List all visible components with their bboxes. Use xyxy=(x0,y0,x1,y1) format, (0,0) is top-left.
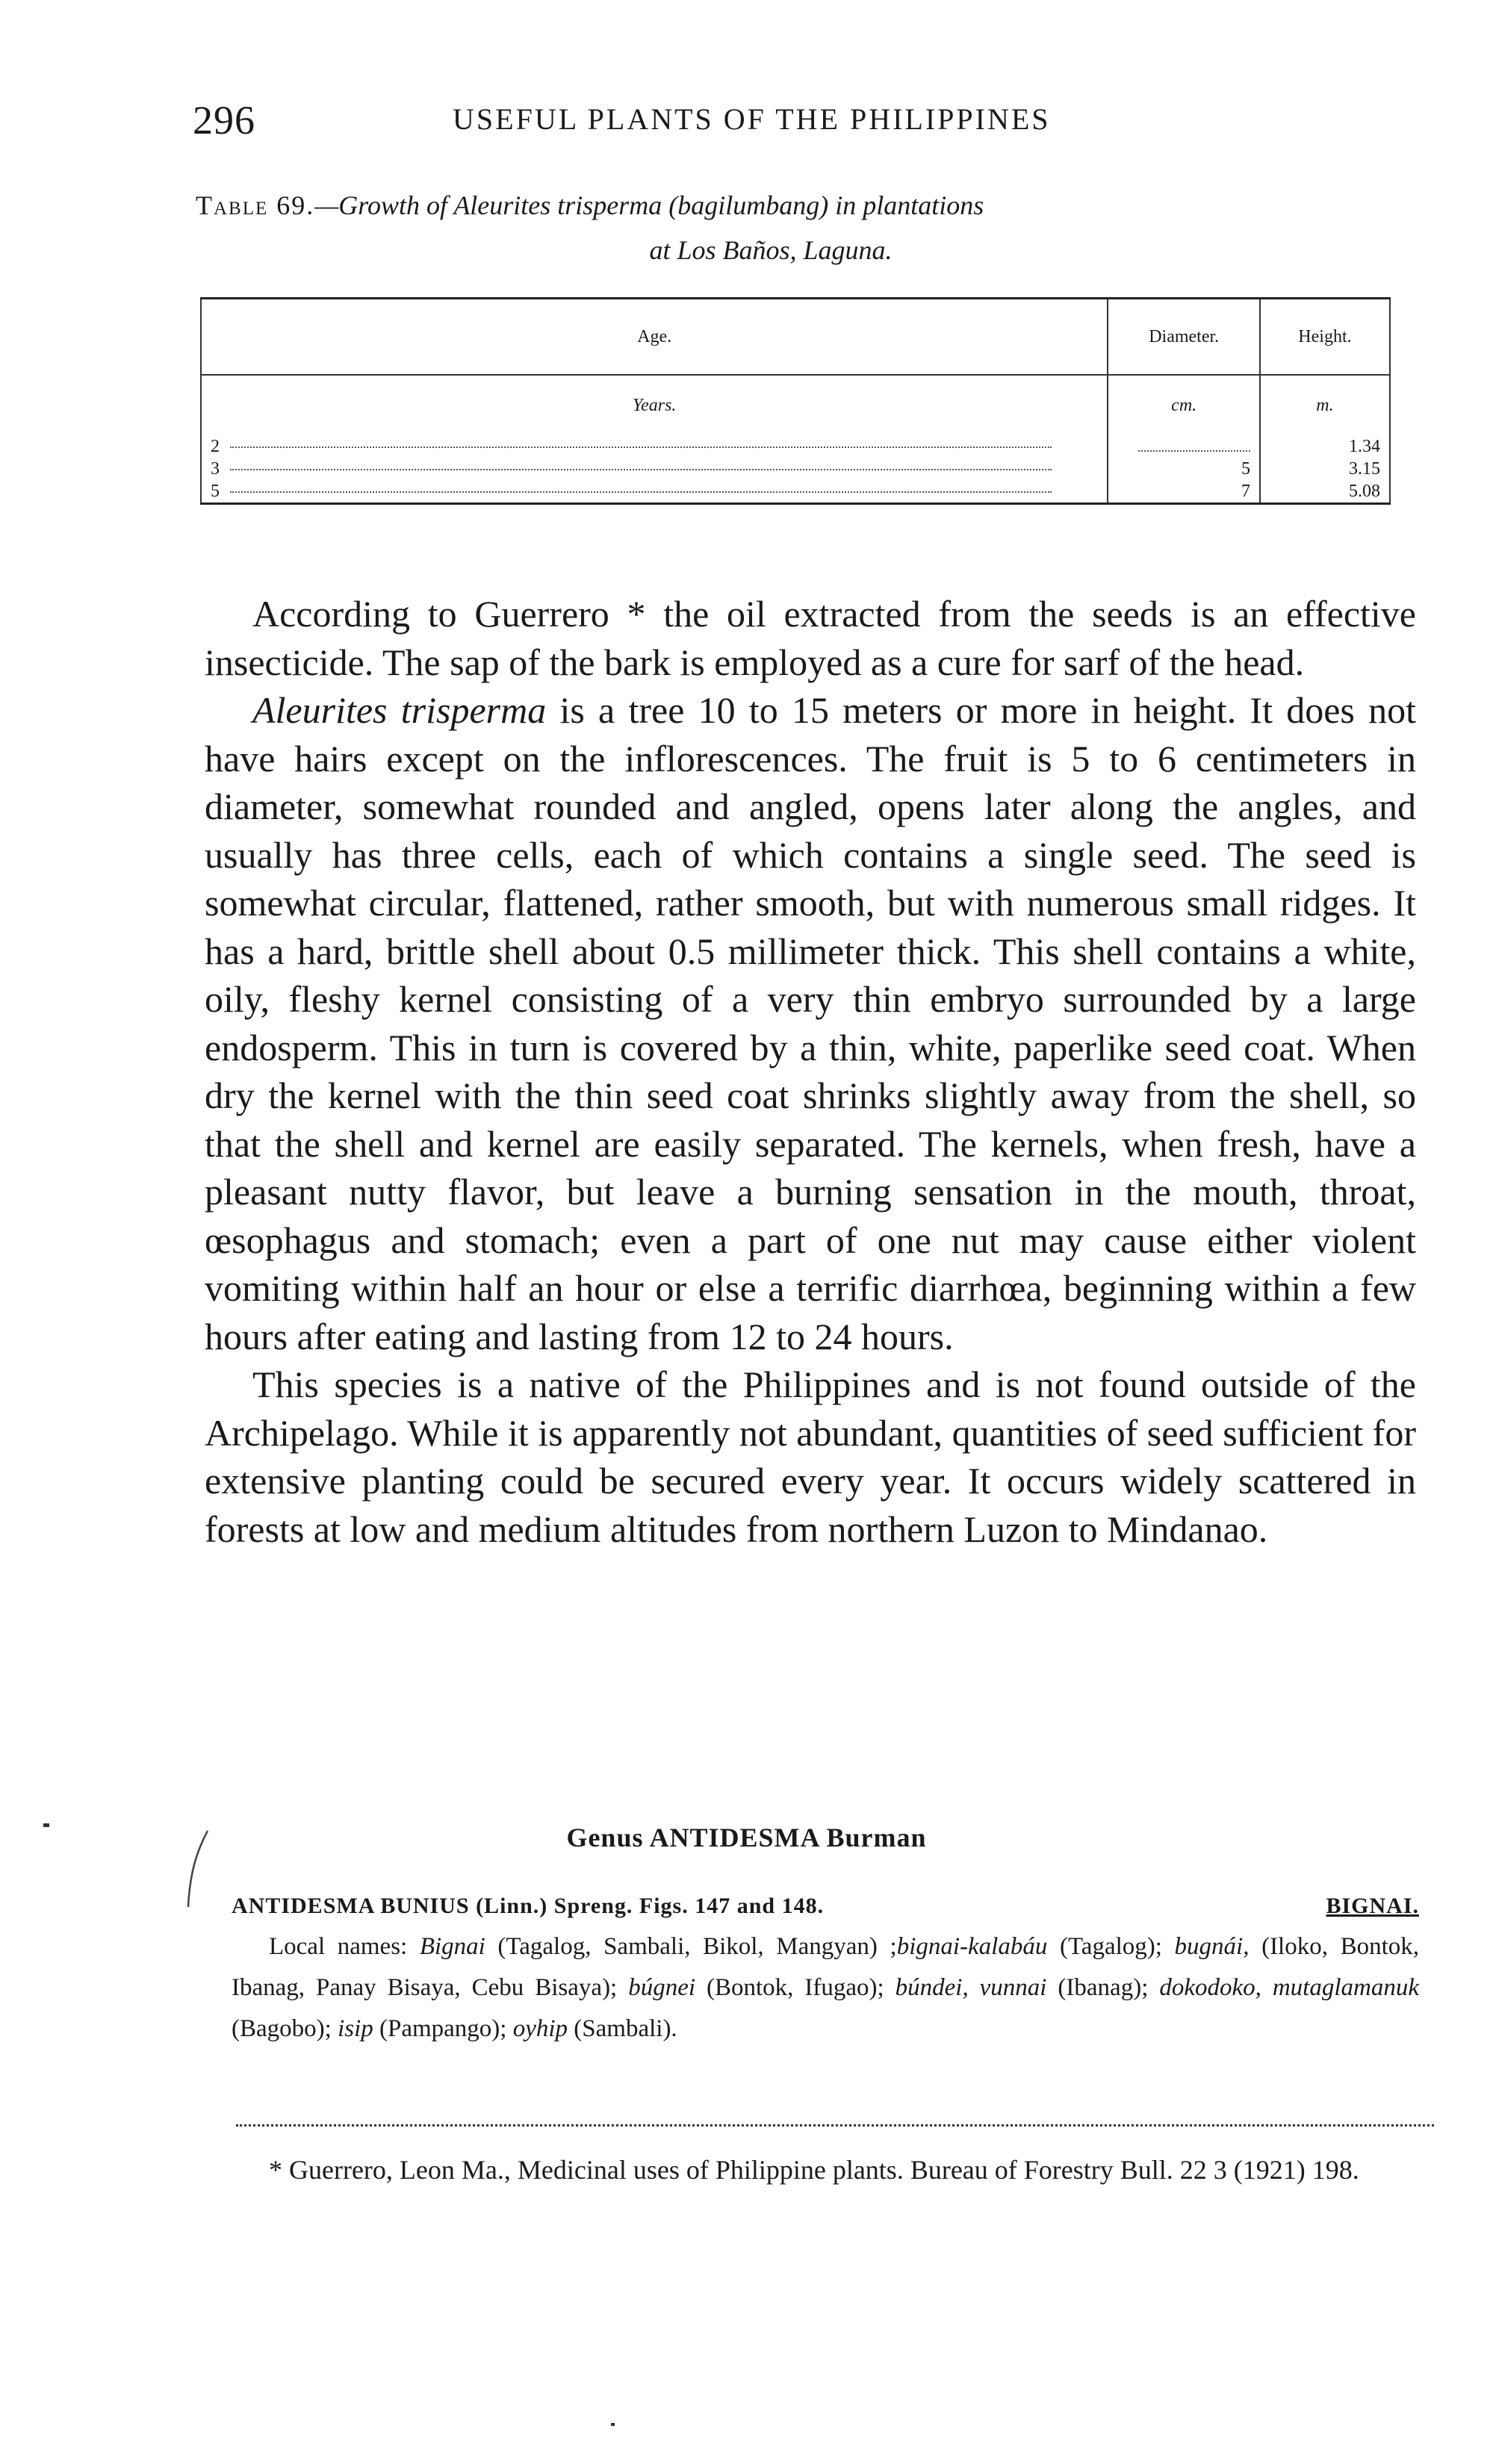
scan-speck xyxy=(43,1823,49,1827)
page-number: 296 xyxy=(193,98,255,143)
genus-heading: Genus ANTIDESMA Burman xyxy=(566,1823,927,1852)
row-age: 2 xyxy=(211,436,220,456)
row-height: 3.15 xyxy=(1260,458,1390,480)
table-title-line1: —Growth of Aleurites trisperma (bagilumbang) in plantations xyxy=(314,190,984,220)
table-row xyxy=(201,458,1390,480)
header-age: Age. xyxy=(201,299,1108,376)
unit-age: Years. xyxy=(201,375,1108,435)
unit-diameter: cm. xyxy=(1108,375,1260,435)
running-title: USEFUL PLANTS OF THE PHILIPPINES xyxy=(453,102,1051,136)
footnote-divider xyxy=(236,2124,1434,2127)
row-age: 5 xyxy=(211,481,220,501)
table-title-line2: at Los Baños, Laguna. xyxy=(649,235,893,265)
page-header xyxy=(193,97,1388,149)
species-name-italic: Aleurites trisperma xyxy=(252,689,547,731)
row-diameter: 7 xyxy=(1108,480,1260,504)
row-age: 3 xyxy=(211,458,220,479)
growth-table xyxy=(200,297,1391,555)
row-diameter: 5 xyxy=(1108,458,1260,480)
row-height: 1.34 xyxy=(1260,435,1390,458)
scan-speck xyxy=(611,2423,615,2426)
row-height: 5.08 xyxy=(1260,480,1390,504)
table-row xyxy=(201,435,1390,458)
header-diameter: Diameter. xyxy=(1108,299,1260,376)
common-name: BIGNAI. xyxy=(1326,1894,1419,1918)
header-height: Height. xyxy=(1260,299,1390,376)
row-diameter xyxy=(1138,450,1250,452)
paragraph-3: This species is a native of the Philippines and is not found outside of the Archipelago. While it is apparently not abundant, quantities of seed sufficient for extensive planting could be secured every year. It occurs widely scattered in forests at low and medium altitudes from northern Luzon to Mindanao. xyxy=(205,1363,1416,1550)
species-title: ANTIDESMA BUNIUS (Linn.) Spreng. Figs. 147 and 148. xyxy=(232,1894,825,1918)
local-names: Local names: Bignai (Tagalog, Sambali, Bikol, Mangyan) ;bignai-kalabáu (Tagalog); bugnái, (Iloko, Bontok, Ibanag, Panay Bisaya, Cebu Bisaya); búgnei (Bontok, Ifugao); búndei, vunnai (Ibanag); dokodoko, mutaglamanuk (Bagobo); isip (Pampango); oyhip (Sambali). xyxy=(232,1933,1420,2042)
species-entry xyxy=(232,1885,1419,2050)
body-text xyxy=(205,590,1416,1553)
table-label: Table 69. xyxy=(196,190,315,220)
table-row xyxy=(201,480,1390,504)
paragraph-1: According to Guerrero * the oil extracted from the seeds is an effective insecticide. The sap of the bark is employed as a cure for sarf of the head. xyxy=(205,593,1416,683)
table-caption xyxy=(196,183,1391,273)
paragraph-2-text: is a tree 10 to 15 meters or more in height. It does not have hairs except on the inflorescences. The fruit is 5 to 6 centimeters in diameter, somewhat rounded and angled, opens later along the angles, and usually has three cells, each of which contains a single seed. The seed is somewhat circular, flattened, rather smooth, but with numerous small ridges. It has a hard, brittle shell about 0.5 millimeter thick. This shell contains a white, oily, fleshy kernel consisting of a very thin embryo surrounded by a large endosperm. This in turn is covered by a thin, white, paperlike seed coat. When dry the kernel with the thin seed coat shrinks slightly away from the shell, so that the shell and kernel are easily separated. The kernels, when fresh, have a pleasant nutty flavor, but leave a burning sensation in the mouth, throat, œsophagus and stomach; even a part of one nut may cause either violent vomiting within half an hour or else a terrific diarrhœa, beginning within a few hours after eating and lasting from 12 to 24 hours. xyxy=(205,689,1416,1357)
unit-height: m. xyxy=(1260,375,1390,435)
footnote: * Guerrero, Leon Ma., Medicinal uses of Philippine plants. Bureau of Forestry Bull. 22 3 (1921) 198. xyxy=(269,2155,1359,2185)
paragraph-2 xyxy=(205,686,1416,1360)
